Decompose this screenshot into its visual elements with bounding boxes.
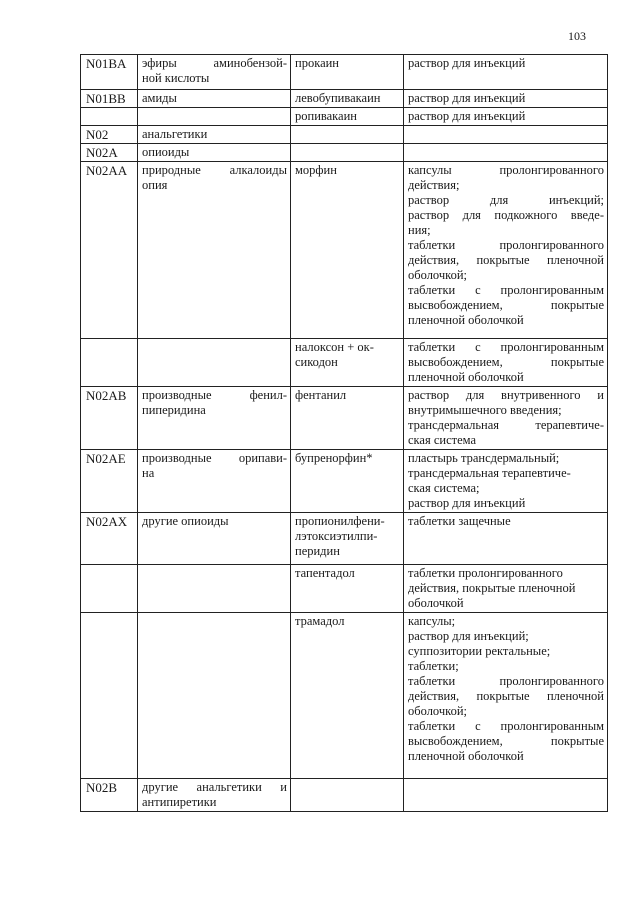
substance-cell [291, 162, 404, 339]
group-line: природные алкалоиды [142, 163, 287, 177]
dosage-forms-line: ская система; [408, 481, 480, 495]
group-line: эфиры аминобензой- [142, 56, 287, 70]
drug-classification-table [80, 54, 608, 812]
substance-cell [291, 513, 404, 565]
group-cell [138, 162, 291, 339]
atc-code-cell: N02B [81, 779, 138, 812]
table-row [81, 387, 608, 450]
substance-line: пропионилфени- [295, 514, 385, 528]
substance-line: сикодон [295, 355, 338, 369]
group-cell [138, 613, 291, 779]
group-line: ной кислоты [142, 71, 210, 85]
dosage-forms-line: ния; [408, 223, 431, 237]
dosage-forms-cell [404, 144, 608, 162]
substance-cell [291, 90, 404, 108]
dosage-forms-line: пленочной оболочкой [408, 370, 524, 384]
table-row [81, 108, 608, 126]
group-cell [138, 108, 291, 126]
substance-cell [291, 387, 404, 450]
dosage-forms-line: оболочкой; [408, 704, 467, 718]
dosage-forms-line: раствор для внутривенного и [408, 388, 604, 402]
dosage-forms-cell [404, 162, 608, 339]
dosage-forms-line: действия, покрытые пленочной [408, 253, 604, 267]
dosage-forms-line: трансдермальная терапевтиче- [408, 418, 604, 432]
table-row [81, 90, 608, 108]
dosage-forms-line: таблетки пролонгированного [408, 566, 563, 580]
dosage-forms-line: раствор для инъекций; [408, 193, 604, 207]
dosage-forms-line: таблетки с пролонгированным [408, 719, 604, 733]
dosage-forms-line: таблетки; [408, 659, 459, 673]
substance-line: морфин [295, 163, 337, 177]
table-row [81, 613, 608, 779]
substance-line: трамадол [295, 614, 345, 628]
table-row [81, 565, 608, 613]
substance-cell [291, 144, 404, 162]
dosage-forms-line: пленочной оболочкой [408, 313, 524, 327]
dosage-forms-line: пластырь трансдермальный; [408, 451, 560, 465]
group-line: на [142, 466, 155, 480]
page-number: 103 [568, 29, 586, 43]
group-cell [138, 126, 291, 144]
dosage-forms-line: раствор для инъекций [408, 56, 526, 70]
dosage-forms-line: раствор для инъекций [408, 109, 526, 123]
atc-code-cell [81, 339, 138, 387]
dosage-forms-line: внутримышечного введения; [408, 403, 562, 417]
group-line: опия [142, 178, 168, 192]
substance-cell [291, 55, 404, 90]
table-row [81, 144, 608, 162]
dosage-forms-line: действия; [408, 178, 460, 192]
dosage-forms-line: таблетки защечные [408, 514, 511, 528]
substance-line: лэтоксиэтилпи- [295, 529, 378, 543]
group-line: опиоиды [142, 145, 190, 159]
dosage-forms-cell [404, 513, 608, 565]
substance-cell [291, 339, 404, 387]
dosage-forms-cell [404, 779, 608, 812]
dosage-forms-line: раствор для инъекций [408, 496, 526, 510]
dosage-forms-cell [404, 108, 608, 126]
dosage-forms-line: высвобождением, покрытые [408, 355, 604, 369]
atc-code-cell: N02AE [81, 450, 138, 513]
substance-cell [291, 565, 404, 613]
group-line: производные орипави- [142, 451, 287, 465]
substance-line: налоксон + ок- [295, 340, 374, 354]
group-line: производные фенил- [142, 388, 287, 402]
dosage-forms-line: оболочкой; [408, 268, 467, 282]
group-line: амиды [142, 91, 177, 105]
group-line: пиперидина [142, 403, 206, 417]
dosage-forms-line: раствор для инъекций [408, 91, 526, 105]
dosage-forms-line: высвобождением, покрытые [408, 298, 604, 312]
atc-code-cell [81, 108, 138, 126]
dosage-forms-line: действия, покрытые пленочной [408, 581, 576, 595]
dosage-forms-cell [404, 126, 608, 144]
dosage-forms-cell [404, 339, 608, 387]
group-cell [138, 565, 291, 613]
group-cell [138, 90, 291, 108]
table-row [81, 162, 608, 339]
substance-line: левобупивакаин [295, 91, 381, 105]
substance-cell [291, 126, 404, 144]
dosage-forms-cell [404, 565, 608, 613]
dosage-forms-line: оболочкой [408, 596, 464, 610]
atc-code-cell: N02 [81, 126, 138, 144]
group-line: анальгетики [142, 127, 208, 141]
substance-line: тапентадол [295, 566, 355, 580]
table-row [81, 513, 608, 565]
group-cell [138, 55, 291, 90]
dosage-forms-line: высвобождением, покрытые [408, 734, 604, 748]
dosage-forms-cell [404, 90, 608, 108]
group-line: антипиретики [142, 795, 217, 809]
atc-code-cell: N02AX [81, 513, 138, 565]
dosage-forms-line: таблетки пролонгированного [408, 674, 604, 688]
table-row [81, 126, 608, 144]
dosage-forms-line: суппозитории ректальные; [408, 644, 551, 658]
dosage-forms-line: раствор для подкожного введе- [408, 208, 604, 222]
substance-cell [291, 108, 404, 126]
group-cell [138, 450, 291, 513]
atc-code-cell: N02A [81, 144, 138, 162]
group-line: другие анальгетики и [142, 780, 287, 794]
atc-code-cell: N02AB [81, 387, 138, 450]
atc-code-cell [81, 565, 138, 613]
dosage-forms-cell [404, 387, 608, 450]
group-line: другие опиоиды [142, 514, 229, 528]
atc-code-cell: N01BA [81, 55, 138, 90]
dosage-forms-line: пленочной оболочкой [408, 749, 524, 763]
dosage-forms-line: ская система [408, 433, 477, 447]
dosage-forms-cell [404, 613, 608, 779]
dosage-forms-line: раствор для инъекций; [408, 629, 529, 643]
dosage-forms-line: таблетки пролонгированного [408, 238, 604, 252]
atc-code-cell: N01BB [81, 90, 138, 108]
table-row [81, 55, 608, 90]
table-row [81, 779, 608, 812]
dosage-forms-line: таблетки с пролонгированным [408, 340, 604, 354]
substance-line: прокаин [295, 56, 340, 70]
group-cell [138, 144, 291, 162]
table-row [81, 450, 608, 513]
substance-cell [291, 613, 404, 779]
substance-line: фентанил [295, 388, 347, 402]
substance-cell [291, 779, 404, 812]
table-row [81, 339, 608, 387]
substance-cell [291, 450, 404, 513]
substance-line: перидин [295, 544, 340, 558]
dosage-forms-cell [404, 450, 608, 513]
dosage-forms-line: капсулы; [408, 614, 456, 628]
group-cell [138, 779, 291, 812]
substance-line: бупренорфин* [295, 451, 373, 465]
dosage-forms-line: таблетки с пролонгированным [408, 283, 604, 297]
group-cell [138, 339, 291, 387]
atc-code-cell: N02AA [81, 162, 138, 339]
atc-code-cell [81, 613, 138, 779]
substance-line: ропивакаин [295, 109, 357, 123]
group-cell [138, 513, 291, 565]
dosage-forms-line: капсулы пролонгированного [408, 163, 604, 177]
group-cell [138, 387, 291, 450]
dosage-forms-line: трансдермальная терапевтиче- [408, 466, 571, 480]
dosage-forms-cell [404, 55, 608, 90]
dosage-forms-line: действия, покрытые пленочной [408, 689, 604, 703]
